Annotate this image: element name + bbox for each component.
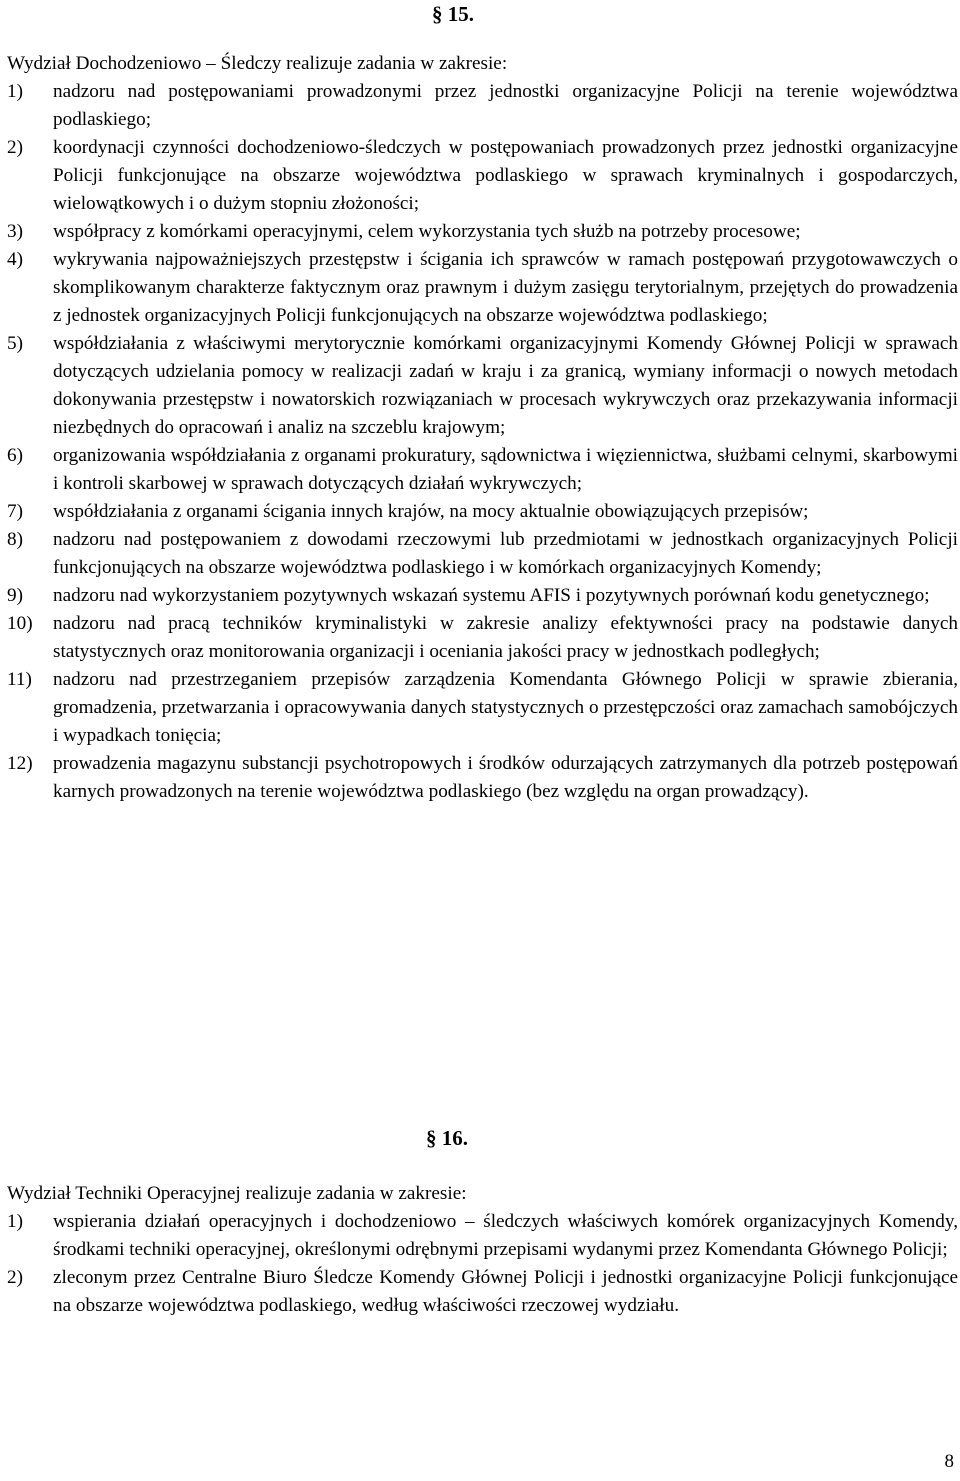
section-15-heading: § 15. bbox=[432, 2, 474, 26]
list-item bbox=[7, 582, 958, 610]
item-number: 12) bbox=[7, 753, 33, 774]
list-item bbox=[7, 1264, 958, 1320]
item-text: zleconym przez Centralne Biuro Śledcze Komendy Głównej Policji i jednostki organizacyjne Policji funkcjonujące na obszarze województwa podlaskiego, według właściwości rzeczowej wydziału. bbox=[53, 1267, 958, 1316]
section-16-intro: Wydział Techniki Operacyjnej realizuje zadania w zakresie: bbox=[7, 1183, 467, 1204]
item-number: 4) bbox=[7, 249, 23, 270]
list-item bbox=[7, 750, 958, 806]
item-text: nadzoru nad postępowaniem z dowodami rzeczowymi lub przedmiotami w jednostkach organizacyjnych Policji funkcjonujących na obszarze województwa podlaskiego i w komórkach organizacyjnych Komendy; bbox=[53, 529, 958, 578]
item-text: koordynacji czynności dochodzeniowo-śledczych w postępowaniach prowadzonych przez jednostki organizacyjne Policji funkcjonujące na obszarze województwa podlaskiego w sprawach kryminalnych i gospodarczych, wielowątkowych i o dużym stopniu złożoności; bbox=[53, 137, 958, 214]
section-16-heading: § 16. bbox=[426, 1126, 468, 1150]
item-text: nadzoru nad wykorzystaniem pozytywnych wskazań systemu AFIS i pozytywnych porównań kodu genetycznego; bbox=[53, 585, 930, 606]
item-number: 7) bbox=[7, 501, 23, 522]
item-text: nadzoru nad postępowaniami prowadzonymi przez jednostki organizacyjne Policji na terenie województwa podlaskiego; bbox=[53, 81, 958, 130]
list-item bbox=[7, 526, 958, 582]
list-item bbox=[7, 498, 958, 526]
item-number: 9) bbox=[7, 585, 23, 606]
item-number: 10) bbox=[7, 613, 33, 634]
list-item bbox=[7, 246, 958, 330]
item-text: współpracy z komórkami operacyjnymi, celem wykorzystania tych służb na potrzeby procesowe; bbox=[53, 221, 801, 242]
item-text: współdziałania z właściwymi merytorycznie komórkami organizacyjnymi Komendy Głównej Policji w sprawach dotyczących udzielania pomocy w realizacji zadań w kraju i za granicą, wymiany informacji o nowych metodach dokonywania przestępstw i nowatorskich rozwiązaniach w procesach wykrywczych oraz przekazywania informacji niezbędnych do opracowań i analiz na szczeblu krajowym; bbox=[53, 333, 958, 438]
item-text: organizowania współdziałania z organami prokuratury, sądownictwa i więziennictwa, służbami celnymi, skarbowymi i kontroli skarbowej w sprawach dotyczących działań wykrywczych; bbox=[53, 445, 958, 494]
item-number: 2) bbox=[7, 1267, 23, 1288]
section-15-list bbox=[7, 78, 958, 806]
item-text: wykrywania najpoważniejszych przestępstw i ścigania ich sprawców w ramach postępowań przygotowawczych o skomplikowanym charakterze faktycznym oraz prawnym i dużym zasięgu terytorialnym, przejętych do prowadzenia z jednostek organizacyjnych Policji funkcjonujących na obszarze województwa podlaskiego; bbox=[53, 249, 958, 326]
list-item bbox=[7, 134, 958, 218]
item-number: 3) bbox=[7, 221, 23, 242]
item-number: 11) bbox=[7, 669, 32, 690]
item-text: współdziałania z organami ścigania innych krajów, na mocy aktualnie obowiązujących przepisów; bbox=[53, 501, 809, 522]
list-item bbox=[7, 610, 958, 666]
page-number: 8 bbox=[944, 1451, 954, 1472]
item-number: 8) bbox=[7, 529, 23, 550]
item-text: nadzoru nad przestrzeganiem przepisów zarządzenia Komendanta Głównego Policji w sprawie zbierania, gromadzenia, przetwarzania i opracowywania danych statystycznych o przestępczości oraz zamachach samobójczych i wypadkach tonięcia; bbox=[53, 669, 958, 746]
list-item bbox=[7, 442, 958, 498]
item-number: 5) bbox=[7, 333, 23, 354]
item-text: wspierania działań operacyjnych i dochodzeniowo – śledczych właściwych komórek organizacyjnych Komendy, środkami techniki operacyjnej, określonymi odrębnymi przepisami wydanymi przez Komendanta Głównego Policji; bbox=[53, 1211, 958, 1260]
section-15 bbox=[7, 50, 958, 806]
item-text: nadzoru nad pracą techników kryminalistyki w zakresie analizy efektywności pracy na podstawie danych statystycznych oraz monitorowania organizacji i oceniania jakości pracy w jednostkach podległych; bbox=[53, 613, 958, 662]
list-item bbox=[7, 330, 958, 442]
item-number: 1) bbox=[7, 1211, 23, 1232]
list-item bbox=[7, 666, 958, 750]
item-number: 1) bbox=[7, 81, 23, 102]
item-text: prowadzenia magazynu substancji psychotropowych i środków odurzających zatrzymanych dla potrzeb postępowań karnych prowadzonych na terenie województwa podlaskiego (bez względu na organ prowadzący). bbox=[53, 753, 958, 802]
list-item bbox=[7, 78, 958, 134]
list-item bbox=[7, 1208, 958, 1264]
list-item bbox=[7, 218, 958, 246]
item-number: 2) bbox=[7, 137, 23, 158]
section-15-intro: Wydział Dochodzeniowo – Śledczy realizuje zadania w zakresie: bbox=[7, 53, 508, 74]
section-16-list bbox=[7, 1208, 958, 1320]
item-number: 6) bbox=[7, 445, 23, 466]
section-16 bbox=[7, 1180, 958, 1320]
